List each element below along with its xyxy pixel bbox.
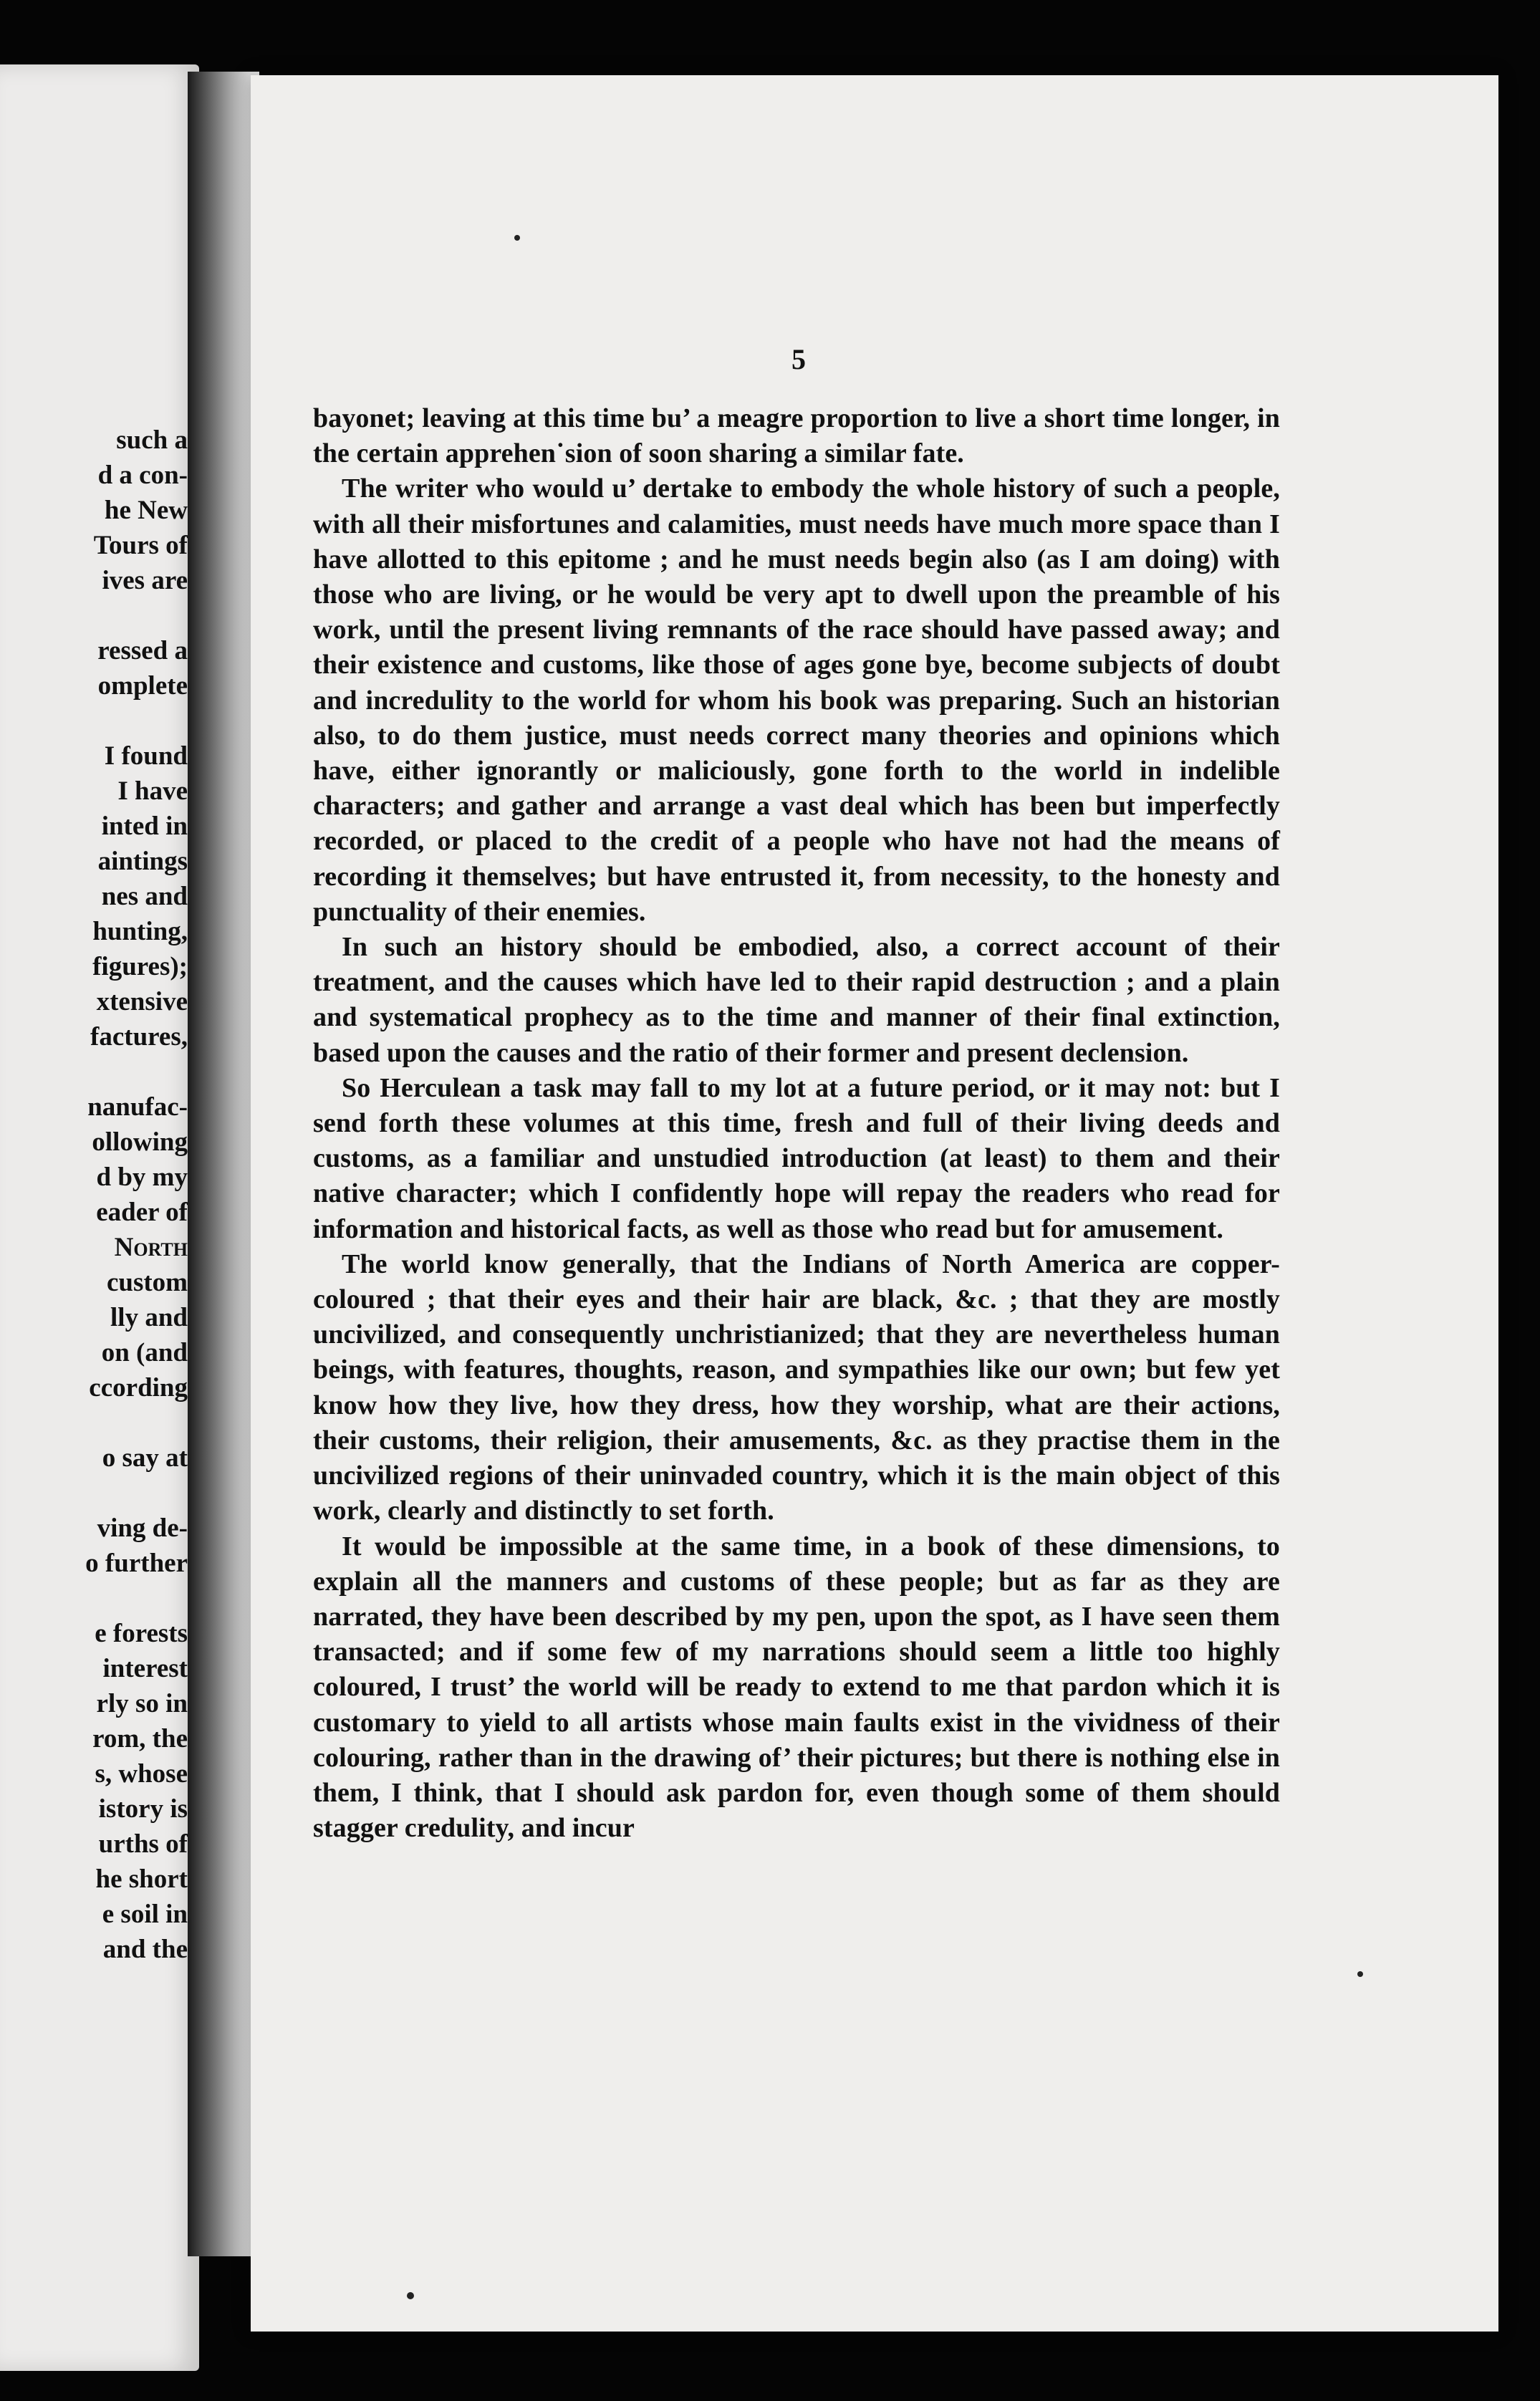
paragraph-4: So Herculean a task may fall to my lot at a future period, or it may not: but I send forth these volumes at this time, fresh and full of their living deeds and customs, as a familiar and unstudied introduction (at least) to them and their native character; which I confidently hope will repay the readers who read for information and historical facts, as well as those who read but for amusement. [313, 1072, 1280, 1244]
paragraph-2: The writer who would u’ dertake to embody the whole history of such a people, with all their misfortunes and calamities, must needs have much more space than I have allotted to this epitome ; and he must needs begin also (as I am doing) with those who are living, or he would be very apt to dwell upon the preamble of his work, until the present living remnants of the race should have passed away; and their existence and customs, like those of ages gone bye, become subjects of doubt and incredulity to the world for whom his book was preparing. Such an historian also, to do them justice, must needs correct many theories and opinions which have, either ignorantly or maliciously, gone forth to the world in indelible characters; and gather and arrange a vast deal which has been but imperfectly recorded, or placed to the credit of a people who have not had the means of recording it themselves; but have entrusted it, from necessity, to the honesty and punctuality of their enemies. [313, 473, 1280, 927]
left-page-line: d a con- [97, 461, 188, 490]
left-page-line [0, 1581, 188, 1616]
page-number: 5 [791, 343, 806, 375]
paragraph-6: It would be impossible at the same time, in a book of these dimensions, to explain all the manners and customs of these people; but as far as they are narrated, they have been described by my pen, upon the spot, as I have seen them transacted; and if some few of my narrations should seem a little too highly coloured, I trust’ the world will be ready to extend to me that pardon which it is customary to yield to all artists whose main faults exist in the vividness of their colouring, rather than in the drawing of’ their pictures; but there is nothing else in them, I think, that I should ask pardon for, even though some of them should stagger credulity, and incur [313, 1531, 1280, 1844]
left-page-line: lly and [110, 1303, 188, 1332]
left-page-line: North [114, 1233, 188, 1262]
left-page-line: istory is [98, 1794, 188, 1824]
left-page-line: aintings [97, 847, 188, 876]
left-page-text [0, 423, 188, 1967]
page-body [313, 401, 1280, 1846]
left-page-line: eader of [96, 1198, 188, 1227]
left-page-line: custom [106, 1268, 188, 1297]
left-page-line: figures); [92, 952, 188, 981]
left-page-line: e forests [95, 1619, 188, 1648]
left-page-line [0, 703, 188, 738]
left-page-line: rly so in [96, 1689, 188, 1718]
left-page-line [0, 1405, 188, 1440]
left-page-line: and the [102, 1935, 188, 1964]
left-page-line: I found [104, 741, 188, 771]
left-page-line: I have [117, 776, 188, 806]
left-page-line: urths of [98, 1829, 188, 1859]
left-page-line: he New [104, 496, 188, 525]
left-page-line: interest [102, 1654, 188, 1683]
left-page [0, 64, 199, 2371]
left-page-line: hunting, [92, 917, 188, 946]
book-gutter [188, 72, 259, 2256]
speck-mark [407, 2292, 414, 2299]
left-page-line: factures, [90, 1022, 188, 1052]
speck-mark [1357, 1971, 1363, 1977]
left-page-line: omplete [97, 671, 188, 701]
left-page-line: nanufac- [87, 1092, 188, 1122]
left-page-line [0, 1476, 188, 1511]
left-page-line: nes and [101, 882, 188, 911]
left-page-line: e soil in [102, 1900, 188, 1929]
left-page-line: inted in [101, 812, 188, 841]
left-page-line: ving de- [97, 1514, 188, 1543]
left-page-line: xtensive [96, 987, 188, 1016]
left-page-line [0, 598, 188, 633]
left-page-line: on (and [101, 1338, 188, 1367]
left-page-line: ccording [89, 1373, 188, 1402]
left-page-line: such a [116, 425, 188, 455]
left-page-line: he short [95, 1864, 188, 1894]
left-page-line: d by my [96, 1163, 188, 1192]
left-page-line: s, whose [95, 1759, 188, 1789]
paragraph-5: The world know generally, that the Indians of North America are copper-coloured ; that their eyes and their hair are black, &c. ; that they are mostly uncivilized, and consequently unchristianized; that they are nevertheless human beings, with features, thoughts, reason, and sympathies like our own; but few yet know how they live, how they dress, how they worship, what are their actions, their customs, their religion, their amusements, &c. as they practise them in the uncivilized regions of their uninvaded country, which it is the main object of this work, clearly and distinctly to set forth. [313, 1248, 1280, 1526]
paragraph-3: In such an history should be embodied, also, a correct account of their treatment, and the causes which have led to their rapid destruction ; and a plain and systematical prophecy as to the time and manner of their final extinction, based upon the causes and the ratio of their former and present declension. [313, 932, 1280, 1068]
left-page-line: ressed a [97, 636, 188, 665]
left-page-line: o say at [102, 1443, 188, 1473]
paragraph-1: bayonet; leaving at this time bu’ a meagre proportion to live a short time longer, in the certain apprehen˙sion of soon sharing a similar fate. [313, 403, 1280, 469]
left-page-line: o further [85, 1549, 188, 1578]
speck-mark [514, 235, 520, 241]
left-page-line: ives are [102, 566, 188, 595]
left-page-line: Tours of [93, 531, 188, 560]
left-page-line: ollowing [92, 1127, 188, 1157]
left-page-line: rom, the [92, 1724, 188, 1753]
left-page-line [0, 1054, 188, 1089]
